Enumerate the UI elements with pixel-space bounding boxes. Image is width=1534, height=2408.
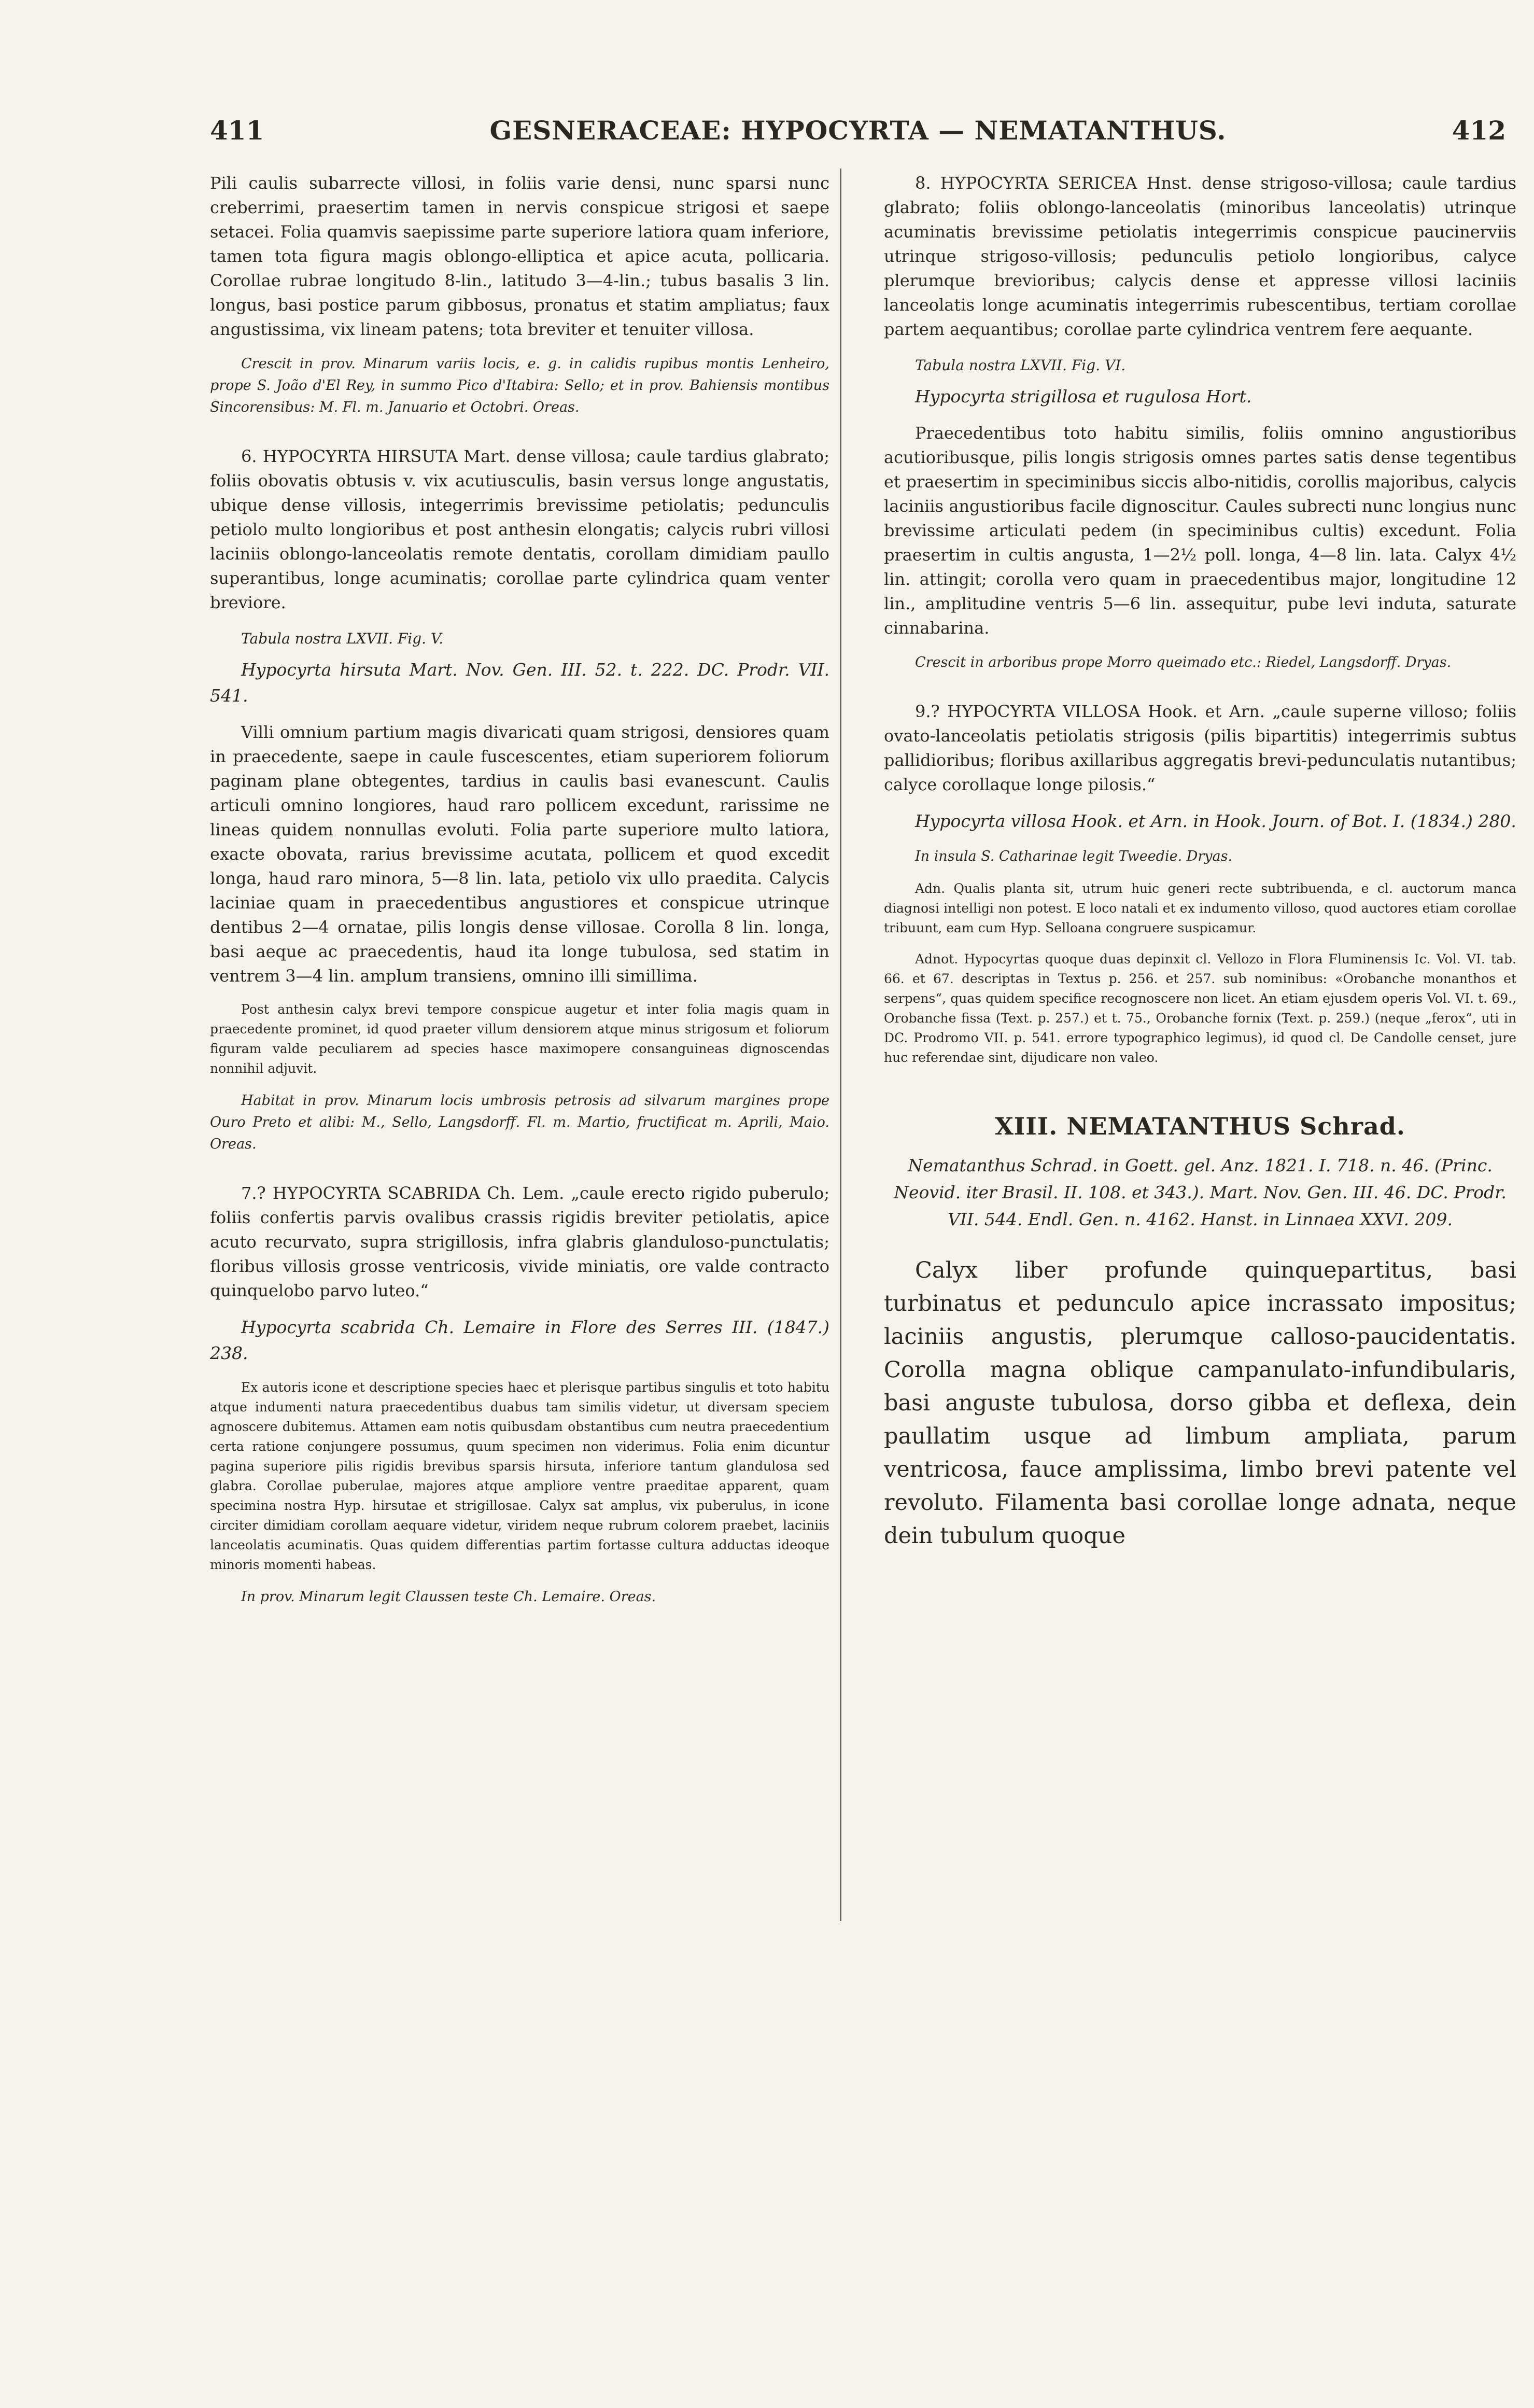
habitat-note: In prov. Minarum legit Claussen teste Ch. Lemaire. Oreas. [241,1589,656,1605]
species-9-heading: 9.? HYPOCYRTA VILLOSA Hook. et Arn. „caule superne villoso; foliis ovato-lanceolatis petiolatis strigosis (pilis bipartitis) integerrimis subtus pallidioribus; floribus axillaribus aggregatis brevi-pedunculatis nutantibus; calyce corollaque longe pilosis.“ [884,702,1516,794]
page-number-left: 411 [210,115,264,146]
habitat-note: Habitat in prov. Minarum locis umbrosis petrosis ad silvarum margines prope Ouro Preto et alibi: M., Sello, Langsdorff. Fl. m. Martio, fructificat m. Aprili, Maio. Oreas. [210,1093,829,1152]
column-divider [840,169,841,1921]
left-column [210,171,829,1619]
habitat-note: Crescit in arboribus prope Morro queimado etc.: Riedel, Langsdorff. Dryas. [915,654,1452,670]
paragraph: Villi omnium partium magis divaricati quam strigosi, densiores quam in praecedente, saepe in caule fuscescentes, etiam superiorem foliorum paginam plane obtegentes, tardius in caulis basi evanescunt. Caulis articuli omnino longiores, haud raro pollicem excedunt, rarissime ne lineas quidem nonnullas evoluti. Folia parte superiore multo latiora, exacte obovata, rarius brevissime acutata, pollicem et quod excedit longa, haud raro minora, 5—8 lin. lata, petiolo vix ullo praedita. Calycis laciniae quam in praecedentibus angustiores et conspicue utrinque dentibus 2—4 ornatae, pilis longis dense villosae. Corolla 8 lin. longa, basi aeque ac praecedentis, haud ita longe tubulosa, sed statim in ventrem 3—4 lin. amplum transiens, omnino illi simillima. [210,722,829,986]
species-6-heading: 6. HYPOCYRTA HIRSUTA Mart. dense villosa; caule tardius glabrato; foliis obovatis obtusis v. vix acutiusculis, basin versus longe angustatis, ubique dense villosis, integerrimis brevissime petiolatis; pedunculis petiolo multo longioribus et post anthesin elongatis; calycis rubri villosi laciniis oblongo-lanceolatis remote dentatis, corollam dimidiam paullo superantibus, longe acuminatis; corollae parte cylindrica quam venter breviore. [210,446,829,612]
plate-reference: Tabula nostra LXVII. Fig. V. [241,630,444,647]
small-note: Post anthesin calyx brevi tempore conspicue augetur et inter folia magis quam in praecedente prominet, id quod praeter villum densiorem atque minus strigosum et foliorum figuram valde peculiarem ad species hasce maximopere consanguineas dignoscendas nonnihil adjuvit. [210,1002,829,1076]
genus-synonymy: Nematanthus Schrad. in Goett. gel. Anz. 1821. I. 718. n. 46. (Princ. Neovid. iter Brasil. II. 108. et 343.). Mart. Nov. Gen. III. 46. DC. Prodr. VII. 544. Endl. Gen. n. 4162. Hanst. in Linnaea XXVI. 209. [894,1155,1507,1229]
paragraph: Praecedentibus toto habitu similis, foliis omnino angustioribus acutioribusque, pilis longis strigosis omnes partes satis dense tegentibus et praesertim in speciminibus siccis albo-nitidis, corollis majoribus, calycis laciniis angustioribus facile dignoscitur. Caules subrecti nunc longius nunc brevissime articulati pedem (in speciminibus cultis) excedunt. Folia praesertim in cultis angusta, 1—2½ poll. longa, 4—8 lin. lata. Calyx 4½ lin. attingit; corolla vero quam in praecedentibus major, longitudine 12 lin., amplitudine ventris 5—6 lin. assequitur, pube levi induta, saturate cinnabarina. [884,423,1516,638]
species-7-heading: 7.? HYPOCYRTA SCABRIDA Ch. Lem. „caule erecto rigido puberulo; foliis confertis parvis ovalibus crassis rigidis breviter petiolatis, apice acuto recurvato, supra strigillosis, infra glabris glanduloso-punctulatis; floribus villosis grosse ventricosis, vivide miniatis, ore valde contracto quinquelobo parvo luteo.“ [210,1183,829,1300]
habitat-note: In insula S. Catharinae legit Tweedie. Dryas. [915,848,1233,864]
species-8-heading: 8. HYPOCYRTA SERICEA Hnst. dense strigoso-villosa; caule tardius glabrato; foliis oblongo-lanceolatis (minoribus lanceolatis) utrinque acuminatis brevissime petiolatis integerrimis conspicue paucinerviis utrinque strigoso-villosis; pedunculis petiolo longioribus, calyce plerumque brevioribus; calycis dense et appresse villosi laciniis lanceolatis longe acuminatis integerrimis rubescentibus, tertiam corollae partem aequantibus; corollae parte cylindrica ventrem fere aequante. [884,173,1516,339]
small-note: Adn. Qualis planta sit, utrum huic generi recte subtribuenda, e cl. auctorum manca diagnosi intelligi non potest. E loco natali et ex indumento villoso, quod auctores etiam corollae tribuunt, eam cum Hyp. Selloana congruere suspicamur. [884,881,1516,935]
synonym: Hypocyrta hirsuta Mart. Nov. Gen. III. 52. t. 222. DC. Prodr. VII. 541. [210,660,829,706]
small-note: Adnot. Hypocyrtas quoque duas depinxit cl. Vellozo in Flora Fluminensis Ic. Vol. VI. tab. 66. et 67. descriptas in Textus p. 256. et 257. sub nominibus: «Orobanche monanthos et serpens“, quas quidem specifice recognoscere non licet. An etiam ejusdem operis Vol. VI. t. 69., Orobanche fissa (Text. p. 257.) et t. 75., Orobanche fornix (Text. p. 259.) (neque „ferox“, uti in DC. Prodromo VII. p. 541. errore typographico legimus), id quod cl. De Candolle censet, jure huc referendae sint, dijudicare non valeo. [884,951,1516,1065]
page-number-right: 412 [1452,115,1506,146]
small-note: Ex autoris icone et descriptione species haec et plerisque partibus singulis et toto habitu atque indumenti natura praecedentibus duabus tam similis videtur, ut diversam speciem agnoscere dubitemus. Attamen eam notis quibusdam obstantibus cum neutra praecedentium certa ratione conjungere possumus, quum specimen non viderimus. Folia enim dicuntur pagina superiore pilis rigidis brevibus sparsis hirsuta, inferiore tantum glandulosa sed glabra. Corollae puberulae, majores atque ampliore ventre praeditae apparent, quam specimina nostra Hyp. hirsutae et strigillosae. Calyx sat amplus, vix puberulus, in icone circiter dimidiam corollam aequare videtur, viridem neque rubrum colorem praebet, laciniis lanceolatis acuminatis. Quas quidem differentias partim fortasse cultura adductas ideoque minoris momenti habeas. [210,1380,829,1572]
plate-reference: Tabula nostra LXVII. Fig. VI. [915,357,1126,374]
synonym: Hypocyrta villosa Hook. et Arn. in Hook. Journ. of Bot. I. (1834.) 280. [915,811,1516,831]
right-column [884,171,1516,1564]
habitat-note: Crescit in prov. Minarum variis locis, e. g. in calidis rupibus montis Lenheiro, prope S. João d'El Rey, in summo Pico d'Itabira: Sello; et in prov. Bahiensis montibus Sincorensibus: M. Fl. m. Januario et Octobri. Oreas. [210,356,829,415]
synonym: Hypocyrta scabrida Ch. Lemaire in Flore des Serres III. (1847.) 238. [210,1317,829,1363]
running-title: GESNERACEAE: HYPOCYRTA — NEMATANTHUS. [489,115,1227,146]
genus-title: XIII. NEMATANTHUS Schrad. [995,1112,1405,1140]
genus-description: Calyx liber profunde quinquepartitus, basi turbinatus et pedunculo apice incrassato impositus; laciniis angustis, plerumque calloso-paucidentatis. Corolla magna oblique campanulato-infundibularis, basi anguste tubulosa, dorso gibba et deflexa, dein paullatim usque ad limbum ampliata, parum ventricosa, fauce amplissima, limbo brevi patente vel revoluto. Filamenta basi corollae longe adnata, neque dein tubulum quoque [884,1257,1516,1549]
paragraph: Pili caulis subarrecte villosi, in foliis varie densi, nunc sparsi nunc creberrimi, praesertim tamen in nervis conspicue strigosi et saepe setacei. Folia quamvis saepissime parte superiore latiora quam inferiore, tamen tota figura magis oblongo-elliptica et apice acuta, pollicaria. Corollae rubrae longitudo 8-lin., latitudo 3—4-lin.; tubus basalis 3 lin. longus, basi postice parum gibbosus, pronatus et statim ampliatus; faux angustissima, vix lineam patens; tota breviter et tenuiter villosa. [210,173,829,339]
synonym: Hypocyrta strigillosa et rugulosa Hort. [915,386,1252,407]
running-header [210,115,1506,152]
